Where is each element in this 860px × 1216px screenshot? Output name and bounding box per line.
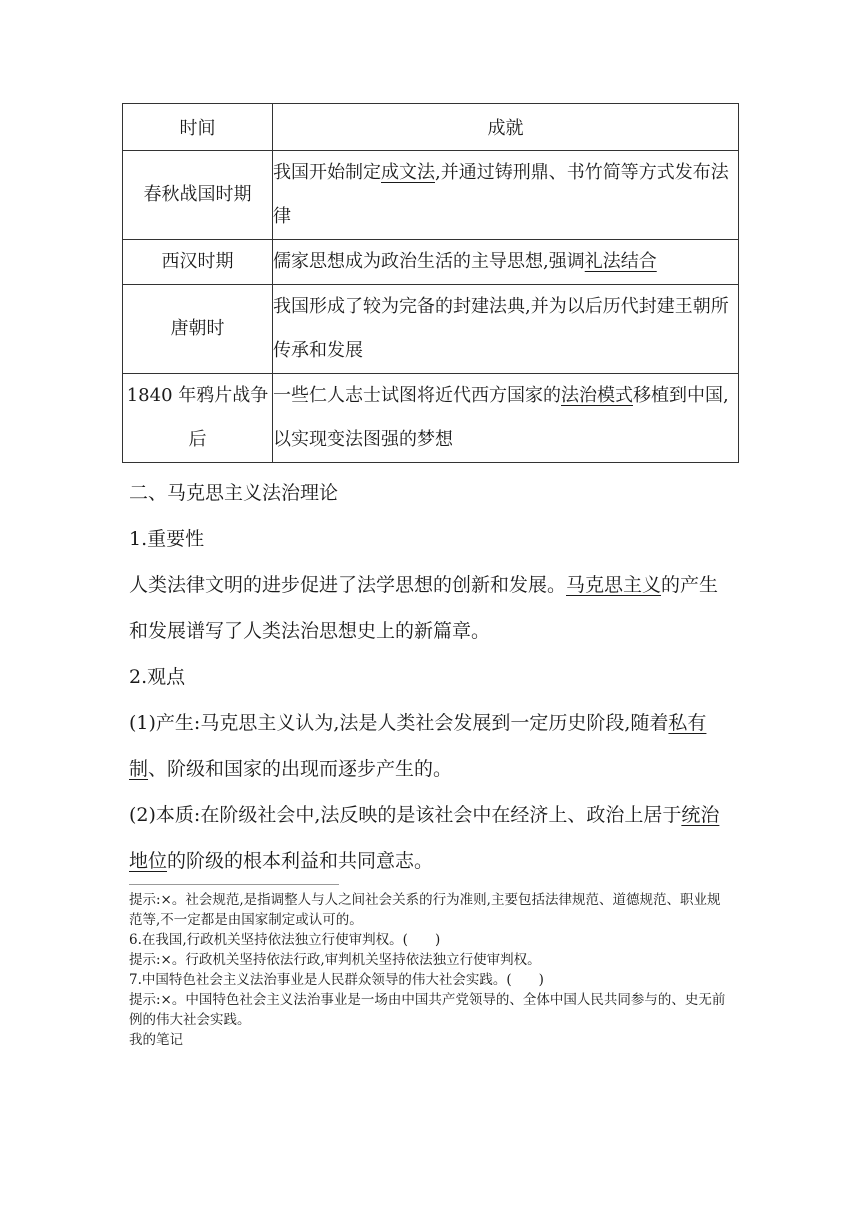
note-question: 7.中国特色社会主义法治事业是人民群众领导的伟大社会实践。( ) bbox=[129, 972, 544, 988]
table-row bbox=[123, 151, 739, 240]
note-hint: 提示:×。行政机关坚持依法行政,审判机关坚持依法独立行使审判权。 bbox=[129, 952, 541, 968]
underlined-term: 马克思主义 bbox=[566, 574, 662, 596]
achievement-text: 我国形成了较为完备的封建法典,并为以后历代封建王朝所传承和发展 bbox=[273, 296, 729, 361]
achievement-text: 一些仁人志士试图将近代西方国家的 bbox=[273, 385, 561, 406]
importance-heading: 1.重要性 bbox=[129, 528, 205, 550]
period-cell: 西汉时期 bbox=[123, 240, 273, 285]
footnote-divider bbox=[129, 884, 339, 885]
section-heading: 二、马克思主义法治理论 bbox=[129, 482, 339, 504]
period-cell: 春秋战国时期 bbox=[123, 151, 273, 240]
view-essence-paragraph bbox=[129, 792, 729, 884]
period-cell: 1840 年鸦片战争后 bbox=[123, 374, 273, 463]
achievement-text: ,并通过铸刑鼎、书竹简等方式发布法律 bbox=[273, 162, 729, 227]
underlined-term: 统治地位 bbox=[129, 804, 720, 872]
my-notes-label: 我的笔记 bbox=[129, 1032, 183, 1048]
achievement-cell bbox=[273, 151, 739, 240]
achievement-text: 儒家思想成为政治生活的主导思想,强调 bbox=[273, 251, 585, 272]
paragraph-text: 人类法律文明的进步促进了法学思想的创新和发展。 bbox=[129, 574, 567, 596]
table-row bbox=[123, 374, 739, 463]
underlined-term: 礼法结合 bbox=[584, 251, 657, 272]
paragraph-text: 的阶级的根本利益和共同意志。 bbox=[167, 850, 434, 872]
table-row bbox=[123, 240, 739, 285]
table-header-row bbox=[123, 104, 739, 151]
history-table bbox=[122, 103, 739, 463]
table-row bbox=[123, 285, 739, 374]
note-question: 6.在我国,行政机关坚持依法独立行使审判权。( ) bbox=[129, 932, 441, 948]
achievement-text: 移植到中国,以实现变法图强的梦想 bbox=[273, 385, 729, 450]
achievement-cell bbox=[273, 240, 739, 285]
view-origin-paragraph bbox=[129, 700, 729, 792]
period-cell: 唐朝时 bbox=[123, 285, 273, 374]
paragraph-text: (2)本质:在阶级社会中,法反映的是该社会中在经济上、政治上居于 bbox=[129, 804, 682, 826]
paragraph-text: (1)产生:马克思主义认为,法是人类社会发展到一定历史阶段,随着 bbox=[129, 712, 669, 734]
paragraph-text: 的产生和发展谱写了人类法治思想史上的新篇章。 bbox=[129, 574, 719, 642]
paragraph-text: 、阶级和国家的出现而逐步产生的。 bbox=[148, 758, 453, 780]
header-achievement: 成就 bbox=[273, 104, 739, 151]
importance-paragraph bbox=[129, 562, 729, 654]
underlined-term: 成文法 bbox=[381, 162, 435, 183]
header-time: 时间 bbox=[123, 104, 273, 151]
achievement-cell bbox=[273, 285, 739, 374]
views-heading: 2.观点 bbox=[129, 666, 186, 688]
footnotes bbox=[129, 890, 733, 1050]
underlined-term: 私有制 bbox=[129, 712, 707, 780]
achievement-text: 我国开始制定 bbox=[273, 162, 381, 183]
note-hint: 提示:×。社会规范,是指调整人与人之间社会关系的行为准则,主要包括法律规范、道德规范、职业规范等,不一定都是由国家制定或认可的。 bbox=[129, 892, 721, 928]
achievement-cell bbox=[273, 374, 739, 463]
underlined-term: 法治模式 bbox=[561, 385, 633, 406]
note-hint: 提示:×。中国特色社会主义法治事业是一场由中国共产党领导的、全体中国人民共同参与的、史无前例的伟大社会实践。 bbox=[129, 992, 726, 1028]
